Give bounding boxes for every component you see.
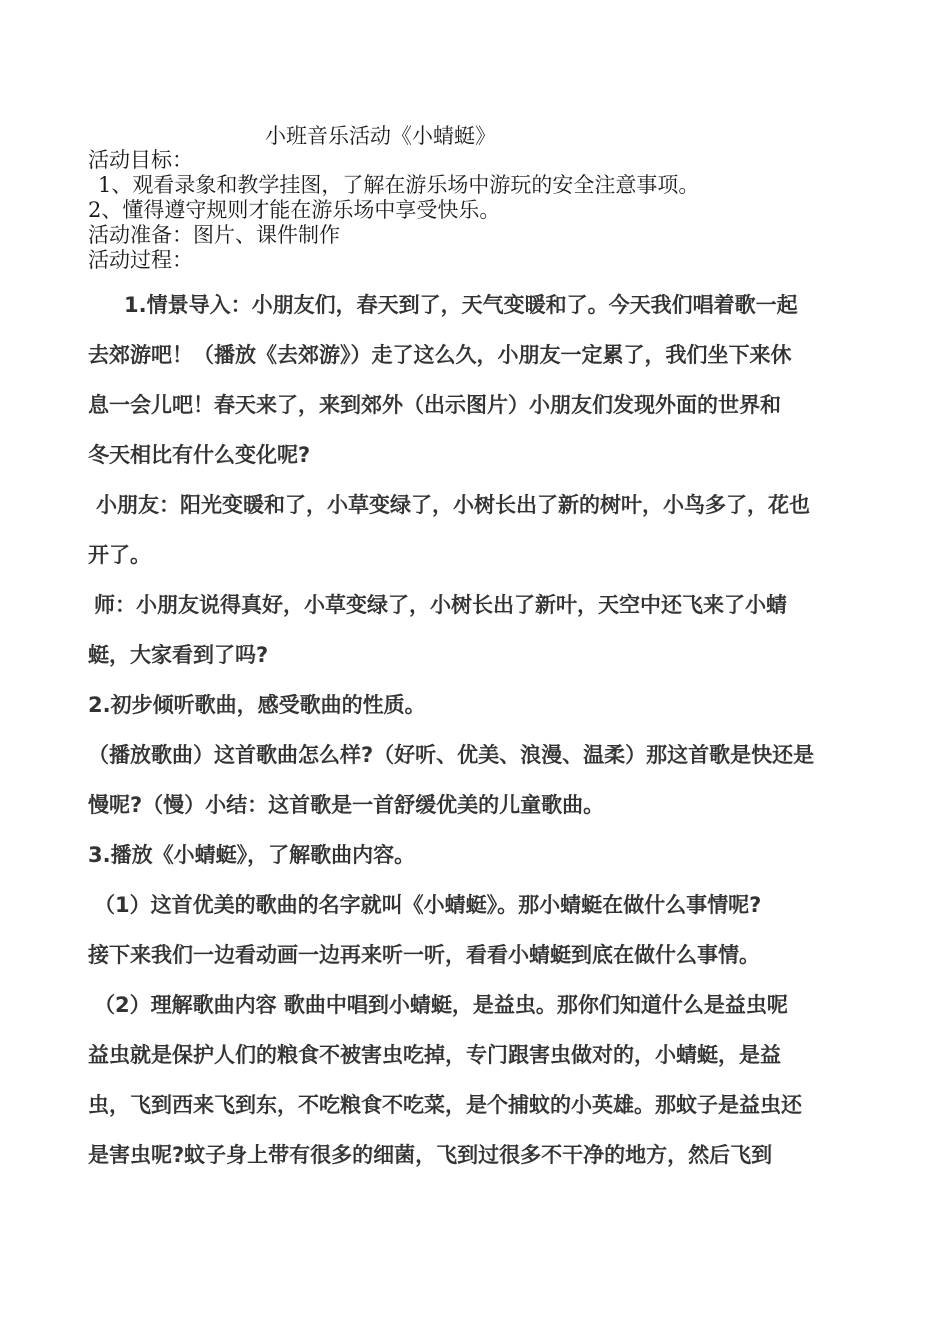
paragraph-line: 是害虫呢?蚊子身上带有很多的细菌，飞到过很多不干净的地方，然后飞到 xyxy=(88,1143,773,1167)
section-heading: 2.初步倾听歌曲，感受歌曲的性质。 xyxy=(88,693,426,717)
paragraph-line: 冬天相比有什么变化呢? xyxy=(88,443,311,467)
activity-header xyxy=(88,148,699,273)
paragraph-line: （播放歌曲）这首歌曲怎么样?（好听、优美、浪漫、温柔）那这首歌是快还是 xyxy=(88,743,815,767)
document-title: 小班音乐活动《小蜻蜓》 xyxy=(265,124,496,148)
paragraph-line: 1.情景导入：小朋友们，春天到了，天气变暖和了。今天我们唱着歌一起 xyxy=(124,293,798,317)
paragraph-line: 虫，飞到西来飞到东，不吃粮食不吃菜，是个捕蚊的小英雄。那蚊子是益虫还 xyxy=(88,1093,802,1117)
paragraph-line: 开了。 xyxy=(88,543,151,567)
goal-item-2: 2、懂得遵守规则才能在游乐场中享受快乐。 xyxy=(88,198,501,222)
process-heading: 活动过程： xyxy=(88,248,193,272)
paragraph-line: 益虫就是保护人们的粮食不被害虫吃掉，专门跟害虫做对的，小蜻蜓，是益 xyxy=(88,1043,781,1067)
paragraph-line: 息一会儿吧！春天来了，来到郊外（出示图片）小朋友们发现外面的世界和 xyxy=(88,393,781,417)
section-heading: 3.播放《小蜻蜓》，了解歌曲内容。 xyxy=(88,843,416,867)
goal-item-1: 1、观看录象和教学挂图，了解在游乐场中游玩的安全注意事项。 xyxy=(98,173,700,197)
paragraph-line: 接下来我们一边看动画一边再来听一听，看看小蜻蜓到底在做什么事情。 xyxy=(88,943,760,967)
paragraph-line: （2）理解歌曲内容 歌曲中唱到小蜻蜓，是益虫。那你们知道什么是益虫呢 xyxy=(94,993,788,1017)
paragraph-line: 小朋友：阳光变暖和了，小草变绿了，小树长出了新的树叶，小鸟多了，花也 xyxy=(96,493,810,517)
paragraph-line: （1）这首优美的歌曲的名字就叫《小蜻蜓》。那小蜻蜓在做什么事情呢? xyxy=(94,893,762,917)
paragraph-line: 师：小朋友说得真好，小草变绿了，小树长出了新叶，天空中还飞来了小蜻 xyxy=(94,593,787,617)
goals-heading: 活动目标： xyxy=(88,148,193,172)
preparation-line: 活动准备：图片、课件制作 xyxy=(88,223,340,247)
activity-process-body xyxy=(88,280,868,1180)
paragraph-line: 蜓，大家看到了吗? xyxy=(88,643,269,667)
paragraph-line: 慢呢?（慢）小结：这首歌是一首舒缓优美的儿童歌曲。 xyxy=(88,793,605,817)
paragraph-line: 去郊游吧！（播放《去郊游》）走了这么久，小朋友一定累了，我们坐下来休 xyxy=(88,343,792,367)
